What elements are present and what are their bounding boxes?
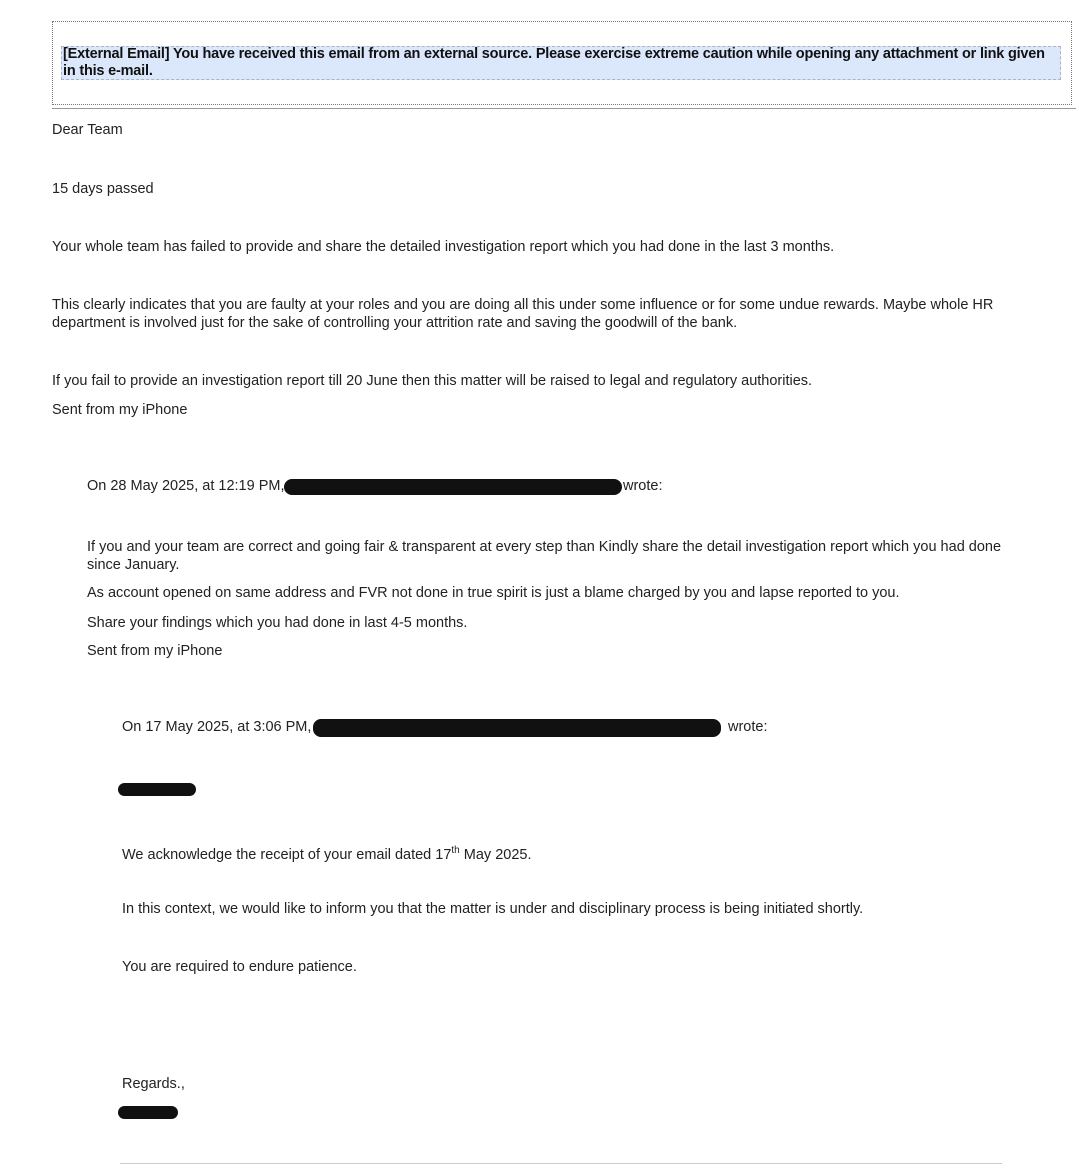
message-line: Your whole team has failed to provide and share the detailed investigation report which you had done in the last 3 months.	[52, 239, 835, 255]
quote-signature: Sent from my iPhone	[87, 643, 223, 659]
closing: Regards.,	[122, 1076, 185, 1092]
quote-line: In this context, we would like to inform you that the matter is under and disciplinary process is being initiated shortly.	[122, 901, 864, 917]
banner-divider	[52, 108, 1076, 109]
message-paragraph: This clearly indicates that you are faulty at your roles and you are doing all this under some influence or for some undue rewards. Maybe whole HR department is involved just for the sake of controlling your attrition rate and saving the goodwill of the bank.	[52, 297, 994, 331]
external-email-banner	[52, 21, 1072, 105]
greeting: Dear Team	[52, 122, 123, 138]
quote-line: Share your findings which you had done in last 4-5 months.	[87, 615, 468, 631]
quote-header-date: On 28 May 2025, at 12:19 PM,	[87, 478, 285, 494]
message-line: 15 days passed	[52, 181, 154, 197]
redacted-signature-name	[118, 1106, 178, 1119]
ack-text-end: May 2025.	[459, 847, 532, 863]
quote-line: You are required to endure patience.	[122, 959, 357, 975]
ack-superscript: th	[451, 845, 460, 856]
redacted-sender	[284, 479, 622, 495]
quote-paragraph: If you and your team are correct and going fair & transparent at every step than Kindly share the detail investigation report which you had done since January.	[87, 539, 1002, 573]
quote-header-wrote: wrote:	[623, 478, 663, 494]
bottom-divider	[120, 1163, 1002, 1164]
redacted-recipient-name	[118, 783, 196, 796]
ack-text: We acknowledge the receipt of your email dated 17	[122, 847, 452, 863]
quote-header-date: On 17 May 2025, at 3:06 PM,	[122, 719, 312, 735]
quote-header-wrote: wrote:	[728, 719, 768, 735]
quote-line: As account opened on same address and FVR not done in true spirit is just a blame charged by you and lapse reported to you.	[87, 585, 900, 601]
redacted-sender	[313, 719, 721, 737]
quote-line	[122, 842, 532, 865]
message-line: If you fail to provide an investigation report till 20 June then this matter will be raised to legal and regulatory authorities.	[52, 373, 813, 389]
banner-text: [External Email] You have received this email from an external source. Please exercise extreme caution while opening any attachment or link given in this e-mail.	[63, 46, 1045, 79]
signature: Sent from my iPhone	[52, 402, 188, 418]
